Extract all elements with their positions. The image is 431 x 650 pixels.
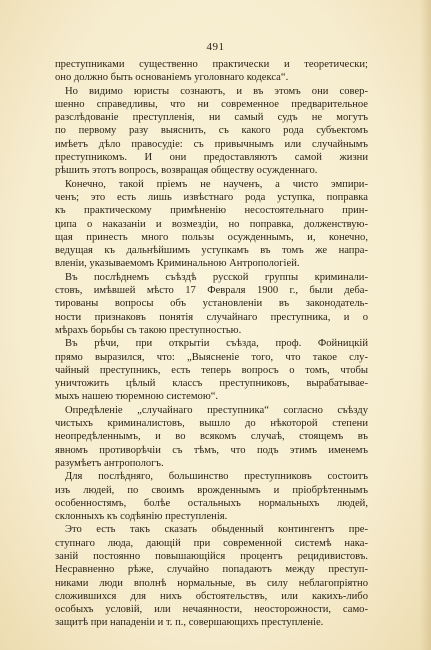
text-line: чистыхъ криминалистовъ, вышло до нѣкоторой степени <box>55 418 368 430</box>
text-line: ченъ; это есть лишь извѣстнаго рода уступка, поправка <box>55 191 368 203</box>
text-line: Для послѣдняго, большинство преступниковъ состоитъ <box>65 471 368 483</box>
text-line: преступниками существенно практически и теоретически; <box>55 59 368 70</box>
text-line: оно должно быть основанiемъ уголовнаго кодекса“. <box>55 72 289 84</box>
text-line: мыхъ нашею тюремною системою“. <box>55 391 219 403</box>
text-line: склонныхъ къ содѣянiю преступленiя. <box>55 511 228 523</box>
page-number: 491 <box>206 41 225 53</box>
text-line: разумѣетъ антропологъ. <box>55 457 164 469</box>
text-line: рѣшить этотъ вопросъ, возвращая обществу осужденнаго. <box>55 165 318 177</box>
text-line: защитѣ при нападенiи и т. п., совершающихъ преступленiе. <box>55 617 324 629</box>
text-line: особыхъ условiй, или нечаянности, неосторожности, само- <box>55 604 368 616</box>
text-line: изъ людей, по своимъ врожденнымъ и прiобрѣтеннымъ <box>55 484 368 496</box>
text-line: ведущая къ дальнѣйшимъ уступкамъ въ томъ же напра- <box>55 245 368 257</box>
page-fold-shadow <box>420 0 431 650</box>
text-line: преступникомъ. И они предоставляютъ самой жизни <box>55 152 368 164</box>
text-line: Въ рѣчи, при открытiи съѣзда, проф. Фойницкiй <box>65 338 368 350</box>
text-line: уничтожить цѣлый классъ преступниковъ, вырабатывае- <box>55 378 368 390</box>
text-line: ципа о наказанiи и возмездiи, но поправка, долженствую- <box>55 218 368 230</box>
text-line: мѣрахъ борьбы съ такою преступностью. <box>55 324 242 336</box>
text-line: особенностямъ, болѣе остальныхъ нормальныхъ людей, <box>55 497 368 509</box>
body-text <box>55 58 368 630</box>
text-line: по первому разу выяснить, съ какого рода субъектомъ <box>55 125 368 137</box>
text-line: прямо выразился, что: „Выясненiе того, что такое слу- <box>55 351 368 363</box>
text-line: неопредѣленнымъ, и во всякомъ случаѣ, стоящемъ въ <box>55 431 368 443</box>
text-line: тированы вопросы объ установленiи въ законодатель- <box>55 298 368 310</box>
text-line: щая принесть много пользы осужденнымъ, и, конечно, <box>55 231 368 243</box>
text-line: Опредѣленiе „случайнаго преступника“ согласно съѣзду <box>65 404 368 416</box>
text-line: занiй постоянно повышающiйся процентъ рецидивистовъ. <box>55 550 368 562</box>
text-line: сложившихся для нихъ обстоятельствъ, или какихъ-либо <box>55 590 368 602</box>
text-line: ступнаго люда, дающiй при современной системѣ нака- <box>55 537 368 549</box>
text-line: ности признаковъ понятiя случайнаго преступника, и о <box>55 311 368 323</box>
text-line: чайный преступникъ, есть теперь вопросъ о томъ, чтобы <box>55 364 368 376</box>
text-line: Несравненно рѣже, случайно попадаютъ между преступ- <box>55 564 368 576</box>
text-line: явномъ противорѣчiи съ тѣмъ, что подъ этимъ именемъ <box>55 444 368 456</box>
text-line: имѣетъ дѣло правосудiе: съ привычнымъ или случайнымъ <box>55 138 368 150</box>
text-line: Это есть такъ сказать обыденный контингентъ пре- <box>65 524 368 536</box>
text-line: шенно справедливы, что ни современное предварительное <box>55 98 368 110</box>
text-line: никами люди вполнѣ нормальные, въ силу неблагопрiятно <box>55 577 368 589</box>
text-line: Но видимо юристы сознаютъ, и въ этомъ они совер- <box>65 85 368 97</box>
text-line: разслѣдованiе преступленiя, ни самый судъ не могутъ <box>55 112 368 124</box>
text-line: стовъ, имѣвшей мѣсто 17 Февраля 1900 г., были деба- <box>55 285 368 297</box>
text-line: къ практическому примѣненiю несостоятельнаго прин- <box>55 205 368 217</box>
text-line: Въ послѣднемъ съѣздѣ русской группы криминали- <box>65 271 368 283</box>
text-line: вленiи, указываемомъ Криминальною Антропологiей. <box>55 258 300 270</box>
text-line: Конечно, такой прiемъ не наученъ, а чисто эмпири- <box>65 178 368 190</box>
